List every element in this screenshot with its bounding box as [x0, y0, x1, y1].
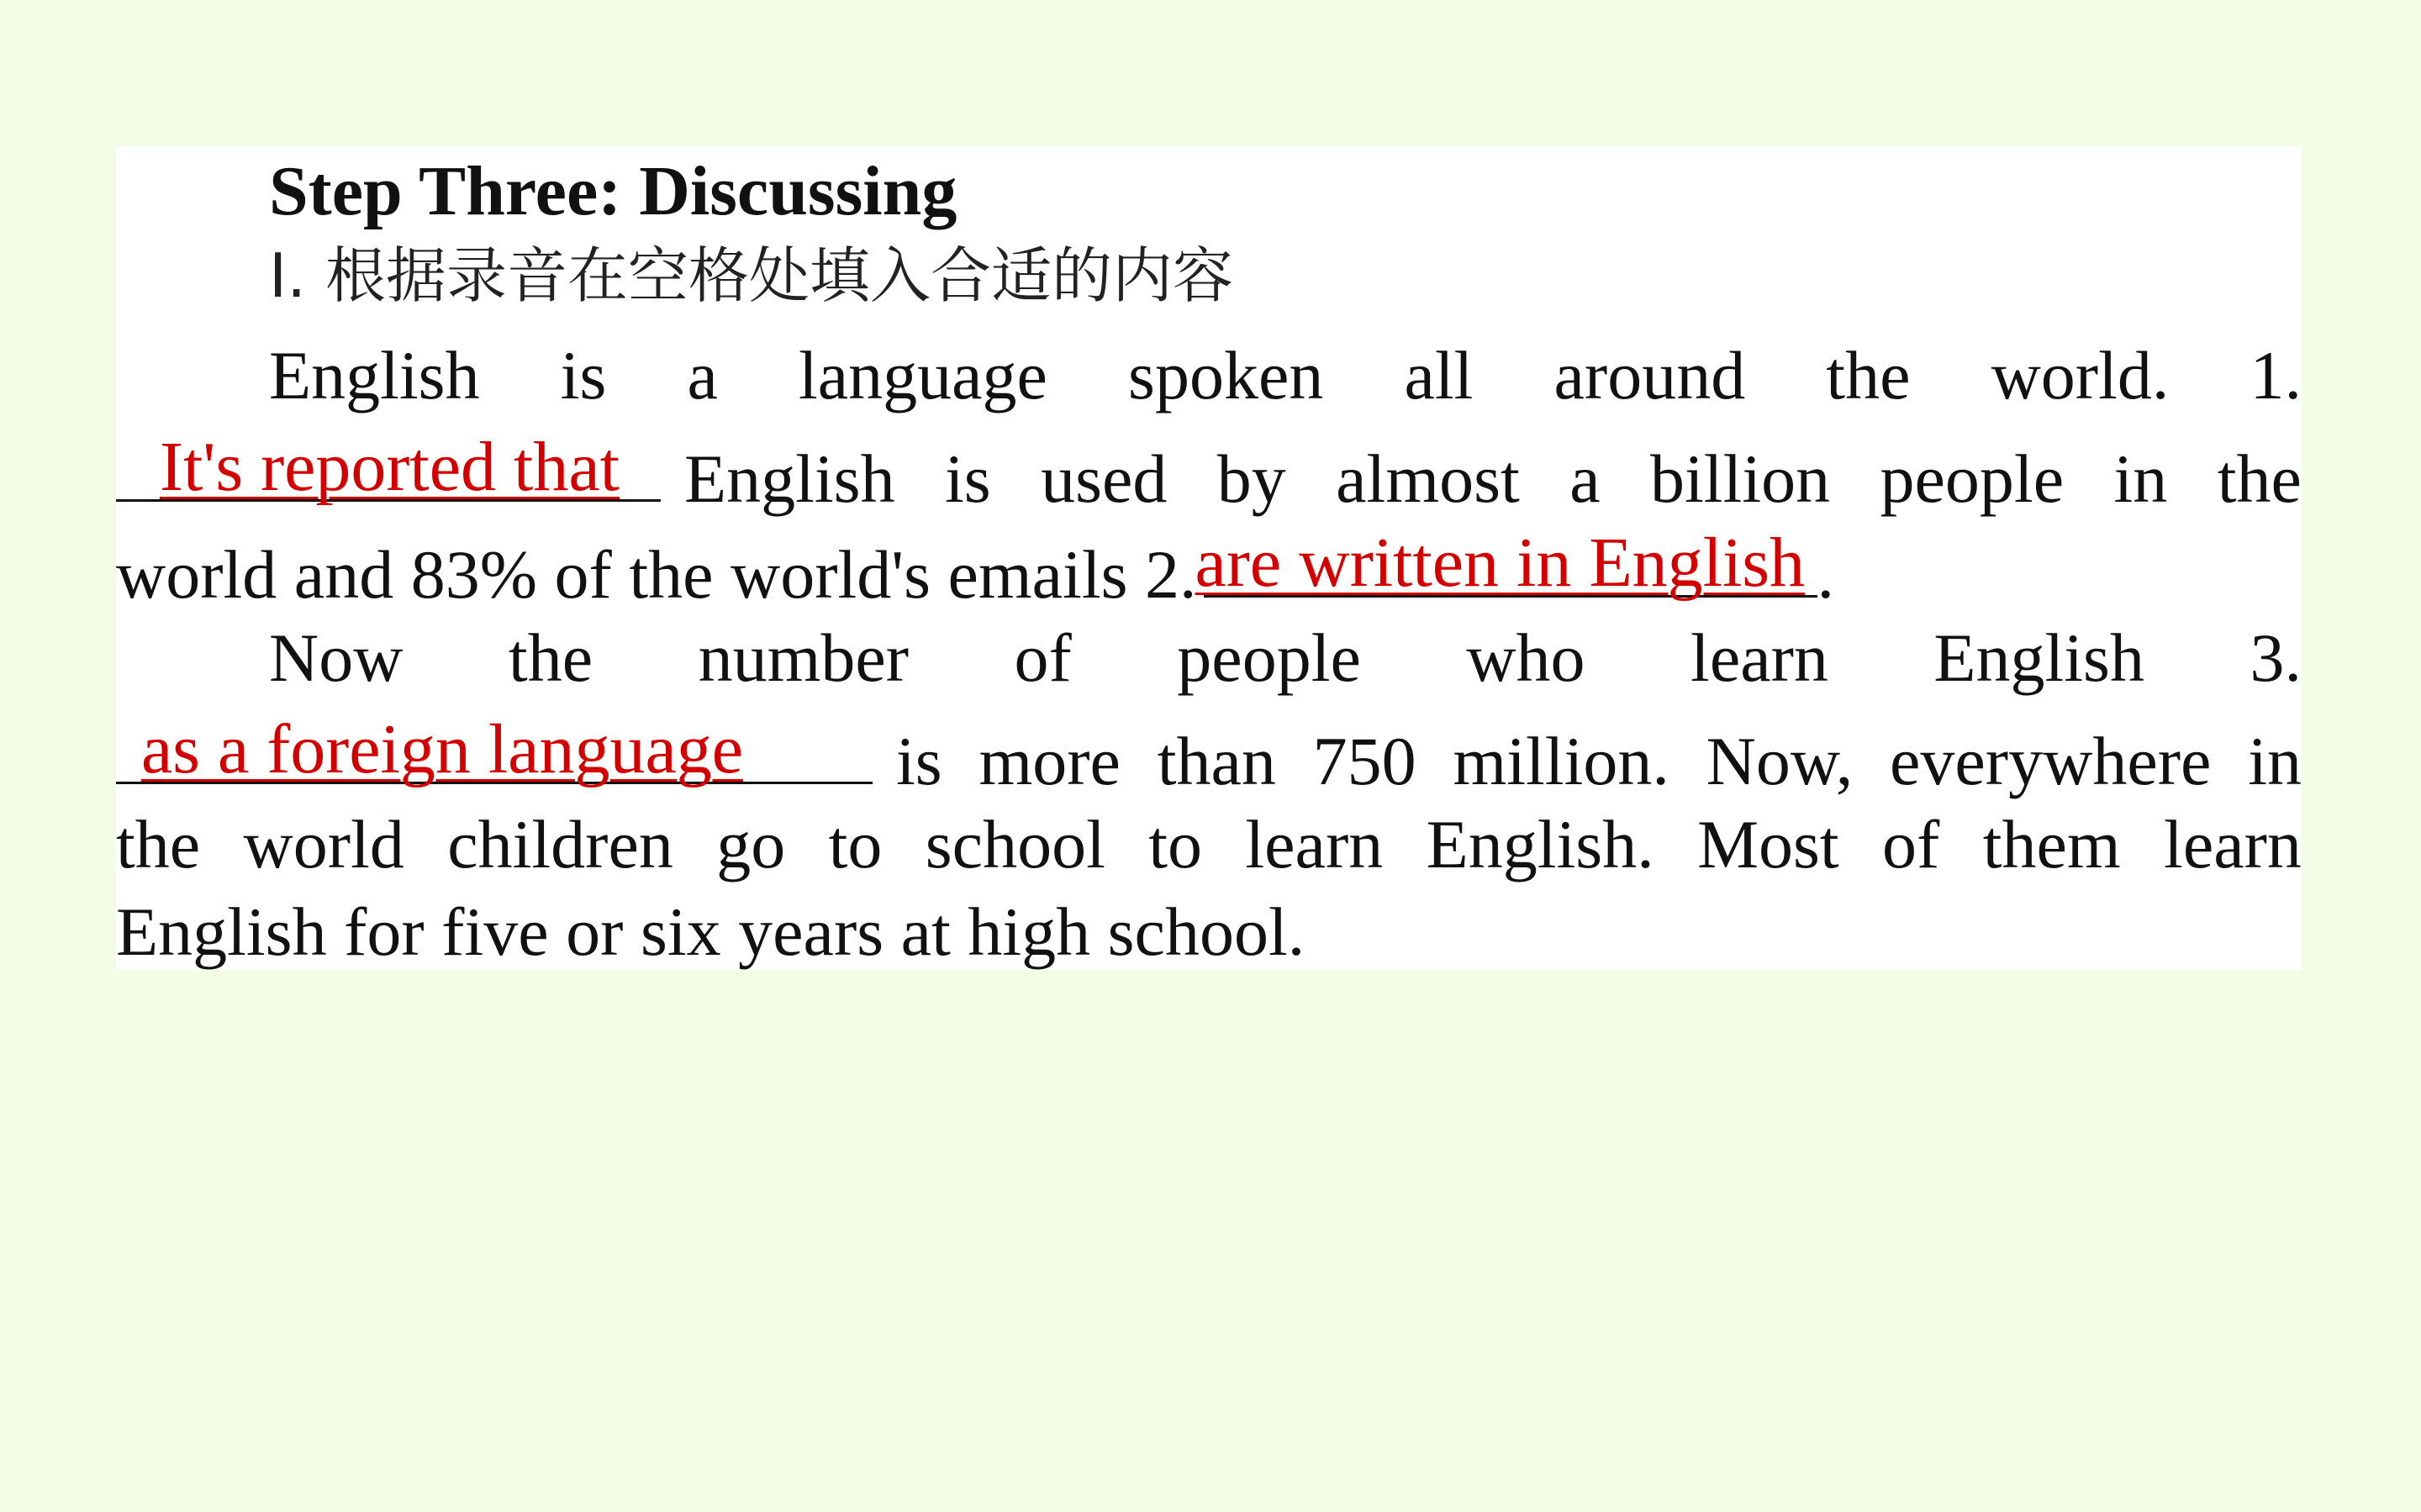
- exercise-panel: [116, 146, 2302, 970]
- word: English: [1933, 619, 2144, 696]
- word: people: [1880, 440, 2065, 517]
- answer-blank-2[interactable]: [1195, 524, 1817, 602]
- word: spoken: [1128, 337, 1324, 414]
- word: learn: [1245, 806, 1384, 882]
- word: is: [560, 337, 607, 414]
- word: everywhere: [1890, 723, 2212, 799]
- paragraph-line-5: [116, 710, 2302, 799]
- word: the: [508, 619, 593, 696]
- word: 1.: [2250, 337, 2302, 414]
- word: children: [447, 806, 673, 882]
- word: Now,: [1706, 723, 1854, 799]
- word: the: [2217, 440, 2302, 517]
- answer-3-text: as a foreign language: [141, 710, 744, 788]
- word: is: [944, 440, 991, 517]
- word: used: [1041, 440, 1168, 517]
- word: Most: [1697, 806, 1839, 882]
- word: the: [1826, 337, 1911, 414]
- word: in: [2248, 723, 2302, 799]
- paragraph-line-4: [269, 619, 2302, 696]
- word: by: [1216, 440, 1286, 517]
- word: all: [1404, 337, 1474, 414]
- paragraph-line-6: [116, 806, 2302, 882]
- word: million.: [1453, 723, 1669, 799]
- word: of: [1882, 806, 1940, 882]
- word: to: [828, 806, 883, 882]
- answer-1-text: It's reported that: [160, 428, 620, 506]
- answer-2-text: are written in English: [1195, 524, 1806, 602]
- word: English.: [1426, 806, 1654, 882]
- section-title: Step Three: Discussing: [269, 152, 957, 230]
- word: a: [687, 337, 718, 414]
- word: language: [798, 337, 1047, 414]
- word: them: [1982, 806, 2121, 882]
- word: more: [978, 723, 1121, 799]
- answer-blank-1[interactable]: [116, 428, 661, 506]
- word: who: [1466, 619, 1585, 696]
- paragraph-line-5-words: [896, 723, 2302, 799]
- exercise-instruction: Ⅰ. 根据录音在空格处填入合适的内容: [269, 240, 1234, 311]
- word: a: [1569, 440, 1601, 517]
- paragraph-line-2: [116, 428, 2302, 517]
- word: world: [243, 806, 404, 882]
- word: English: [684, 440, 895, 517]
- word: in: [2113, 440, 2168, 517]
- paragraph-line-3-text: world and 83% of the world's emails 2.: [116, 536, 1197, 613]
- word: go: [716, 806, 786, 882]
- word: 3.: [2250, 619, 2302, 696]
- word: English: [269, 337, 480, 414]
- sentence-period: .: [1817, 536, 1835, 613]
- word: than: [1157, 723, 1276, 799]
- word: people: [1177, 619, 1361, 696]
- paragraph-line-7: English for five or six years at high school.: [116, 893, 1305, 970]
- paragraph-line-1: [269, 337, 2302, 414]
- word: to: [1148, 806, 1203, 882]
- answer-blank-3[interactable]: [116, 710, 873, 788]
- word: is: [896, 723, 942, 799]
- word: school: [925, 806, 1105, 882]
- paragraph-line-2-words: [684, 440, 2302, 517]
- word: number: [698, 619, 910, 696]
- word: almost: [1336, 440, 1520, 517]
- word: of: [1014, 619, 1072, 696]
- word: Now: [269, 619, 404, 696]
- word: 750: [1312, 723, 1416, 799]
- word: the: [116, 806, 201, 882]
- word: learn: [2164, 806, 2302, 882]
- word: billion: [1650, 440, 1831, 517]
- paragraph-line-3: [116, 524, 2302, 613]
- word: around: [1553, 337, 1746, 414]
- word: world.: [1991, 337, 2170, 414]
- word: learn: [1690, 619, 1828, 696]
